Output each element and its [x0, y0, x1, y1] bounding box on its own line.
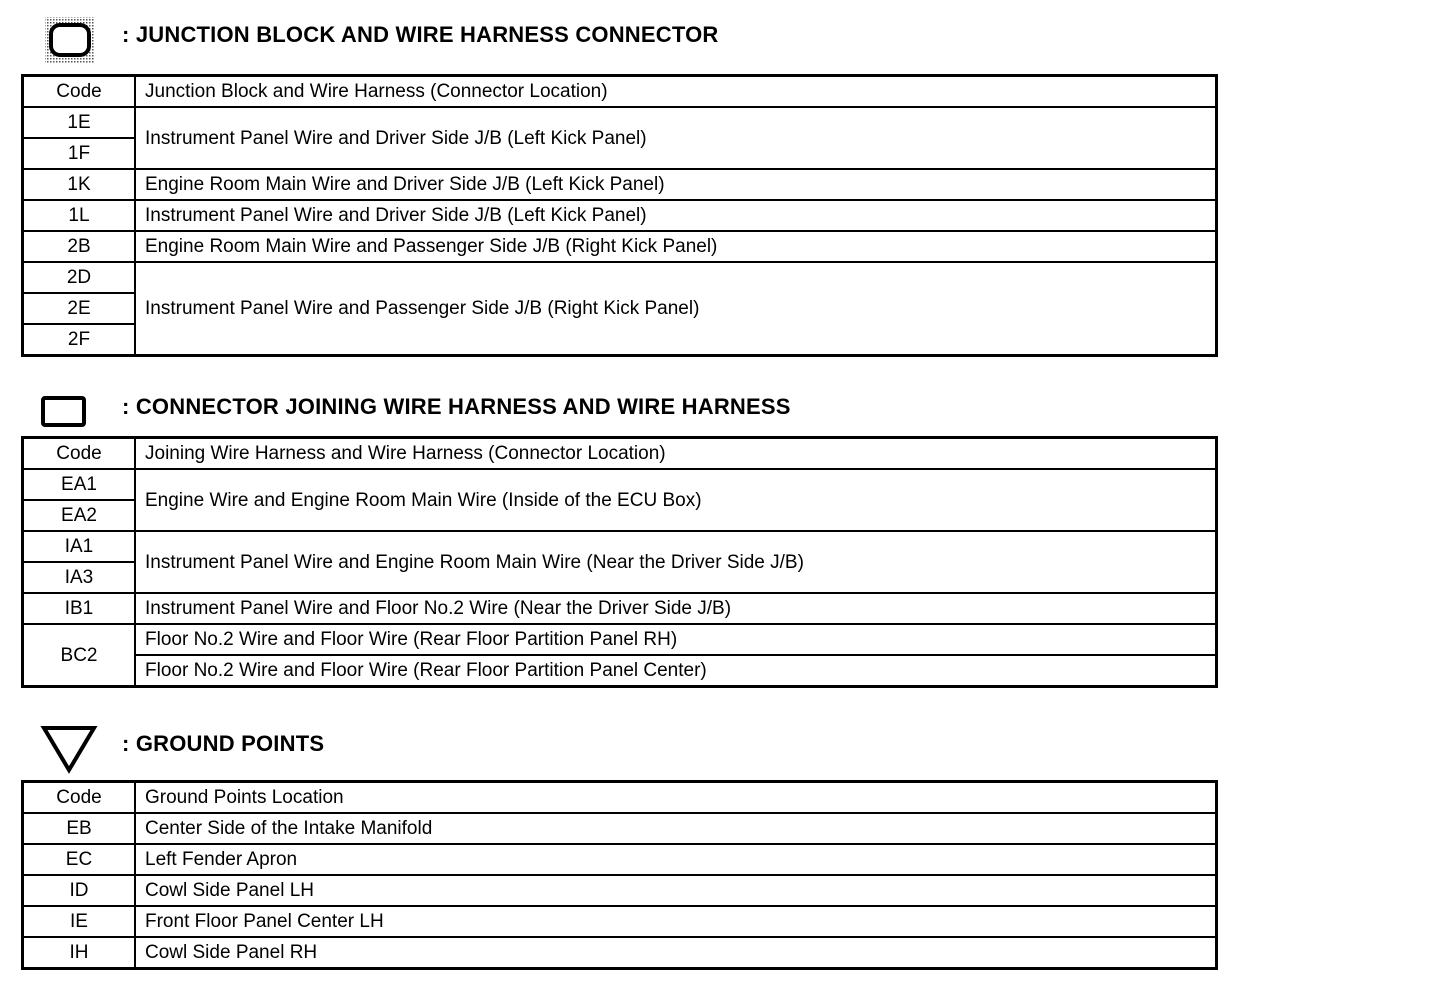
- location-cell: Instrument Panel Wire and Passenger Side J/B (Right Kick Panel): [135, 262, 1217, 356]
- location-cell: Instrument Panel Wire and Driver Side J/B (Left Kick Panel): [135, 200, 1217, 231]
- location-cell: Engine Room Main Wire and Passenger Side J/B (Right Kick Panel): [135, 231, 1217, 262]
- code-cell: 1F: [23, 138, 136, 169]
- location-cell: Front Floor Panel Center LH: [135, 906, 1217, 937]
- table-row: [23, 593, 1217, 624]
- table-row: [23, 169, 1217, 200]
- location-cell: Floor No.2 Wire and Floor Wire (Rear Floor Partition Panel Center): [135, 655, 1217, 687]
- location-cell: Left Fender Apron: [135, 844, 1217, 875]
- code-cell: IE: [23, 906, 136, 937]
- section-title-connector: : CONNECTOR JOINING WIRE HARNESS AND WIRE HARNESS: [122, 394, 791, 419]
- location-cell: Instrument Panel Wire and Driver Side J/B (Left Kick Panel): [135, 107, 1217, 169]
- code-cell: EA1: [23, 469, 136, 500]
- code-cell: 2F: [23, 324, 136, 356]
- table-row: [23, 200, 1217, 231]
- code-cell: 1E: [23, 107, 136, 138]
- location-header: Junction Block and Wire Harness (Connector Location): [135, 76, 1217, 108]
- code-cell: 1L: [23, 200, 136, 231]
- table-header-row: [23, 438, 1217, 470]
- table-row: [23, 844, 1217, 875]
- table-row: [23, 937, 1217, 969]
- code-cell: 2E: [23, 293, 136, 324]
- junction-block-table: [21, 74, 1218, 357]
- code-cell: IA3: [23, 562, 136, 593]
- code-header: Code: [23, 438, 136, 470]
- rectangle-outline-icon: [40, 395, 88, 429]
- location-header: Joining Wire Harness and Wire Harness (Connector Location): [135, 438, 1217, 470]
- code-cell: ID: [23, 875, 136, 906]
- table-row: [23, 107, 1217, 138]
- table-row: [23, 624, 1217, 655]
- location-cell: Floor No.2 Wire and Floor Wire (Rear Floor Partition Panel RH): [135, 624, 1217, 655]
- code-cell: 1K: [23, 169, 136, 200]
- ground-points-table: [21, 780, 1218, 970]
- table-header-row: [23, 782, 1217, 814]
- connector-joining-table: [21, 436, 1218, 688]
- code-header: Code: [23, 76, 136, 108]
- section-title-ground: : GROUND POINTS: [122, 731, 325, 756]
- ground-triangle-icon: [40, 724, 100, 774]
- location-cell: Cowl Side Panel LH: [135, 875, 1217, 906]
- code-header: Code: [23, 782, 136, 814]
- table-row: [23, 531, 1217, 562]
- code-cell: EC: [23, 844, 136, 875]
- table-row: [23, 906, 1217, 937]
- location-cell: Engine Wire and Engine Room Main Wire (Inside of the ECU Box): [135, 469, 1217, 531]
- table-row: [23, 231, 1217, 262]
- table-row: [23, 875, 1217, 906]
- code-cell: EB: [23, 813, 136, 844]
- table-row: [23, 813, 1217, 844]
- code-cell: BC2: [23, 624, 136, 687]
- location-cell: Center Side of the Intake Manifold: [135, 813, 1217, 844]
- location-header: Ground Points Location: [135, 782, 1217, 814]
- code-cell: IH: [23, 937, 136, 969]
- table-header-row: [23, 76, 1217, 108]
- code-cell: IA1: [23, 531, 136, 562]
- rounded-square-shaded-icon: [44, 16, 96, 64]
- location-cell: Engine Room Main Wire and Driver Side J/B (Left Kick Panel): [135, 169, 1217, 200]
- location-cell: Instrument Panel Wire and Engine Room Main Wire (Near the Driver Side J/B): [135, 531, 1217, 593]
- table-row: [23, 655, 1217, 687]
- code-cell: 2B: [23, 231, 136, 262]
- location-cell: Cowl Side Panel RH: [135, 937, 1217, 969]
- code-cell: EA2: [23, 500, 136, 531]
- code-cell: 2D: [23, 262, 136, 293]
- section-title-junction: : JUNCTION BLOCK AND WIRE HARNESS CONNECTOR: [122, 22, 719, 47]
- table-row: [23, 262, 1217, 293]
- location-cell: Instrument Panel Wire and Floor No.2 Wire (Near the Driver Side J/B): [135, 593, 1217, 624]
- table-row: [23, 469, 1217, 500]
- code-cell: IB1: [23, 593, 136, 624]
